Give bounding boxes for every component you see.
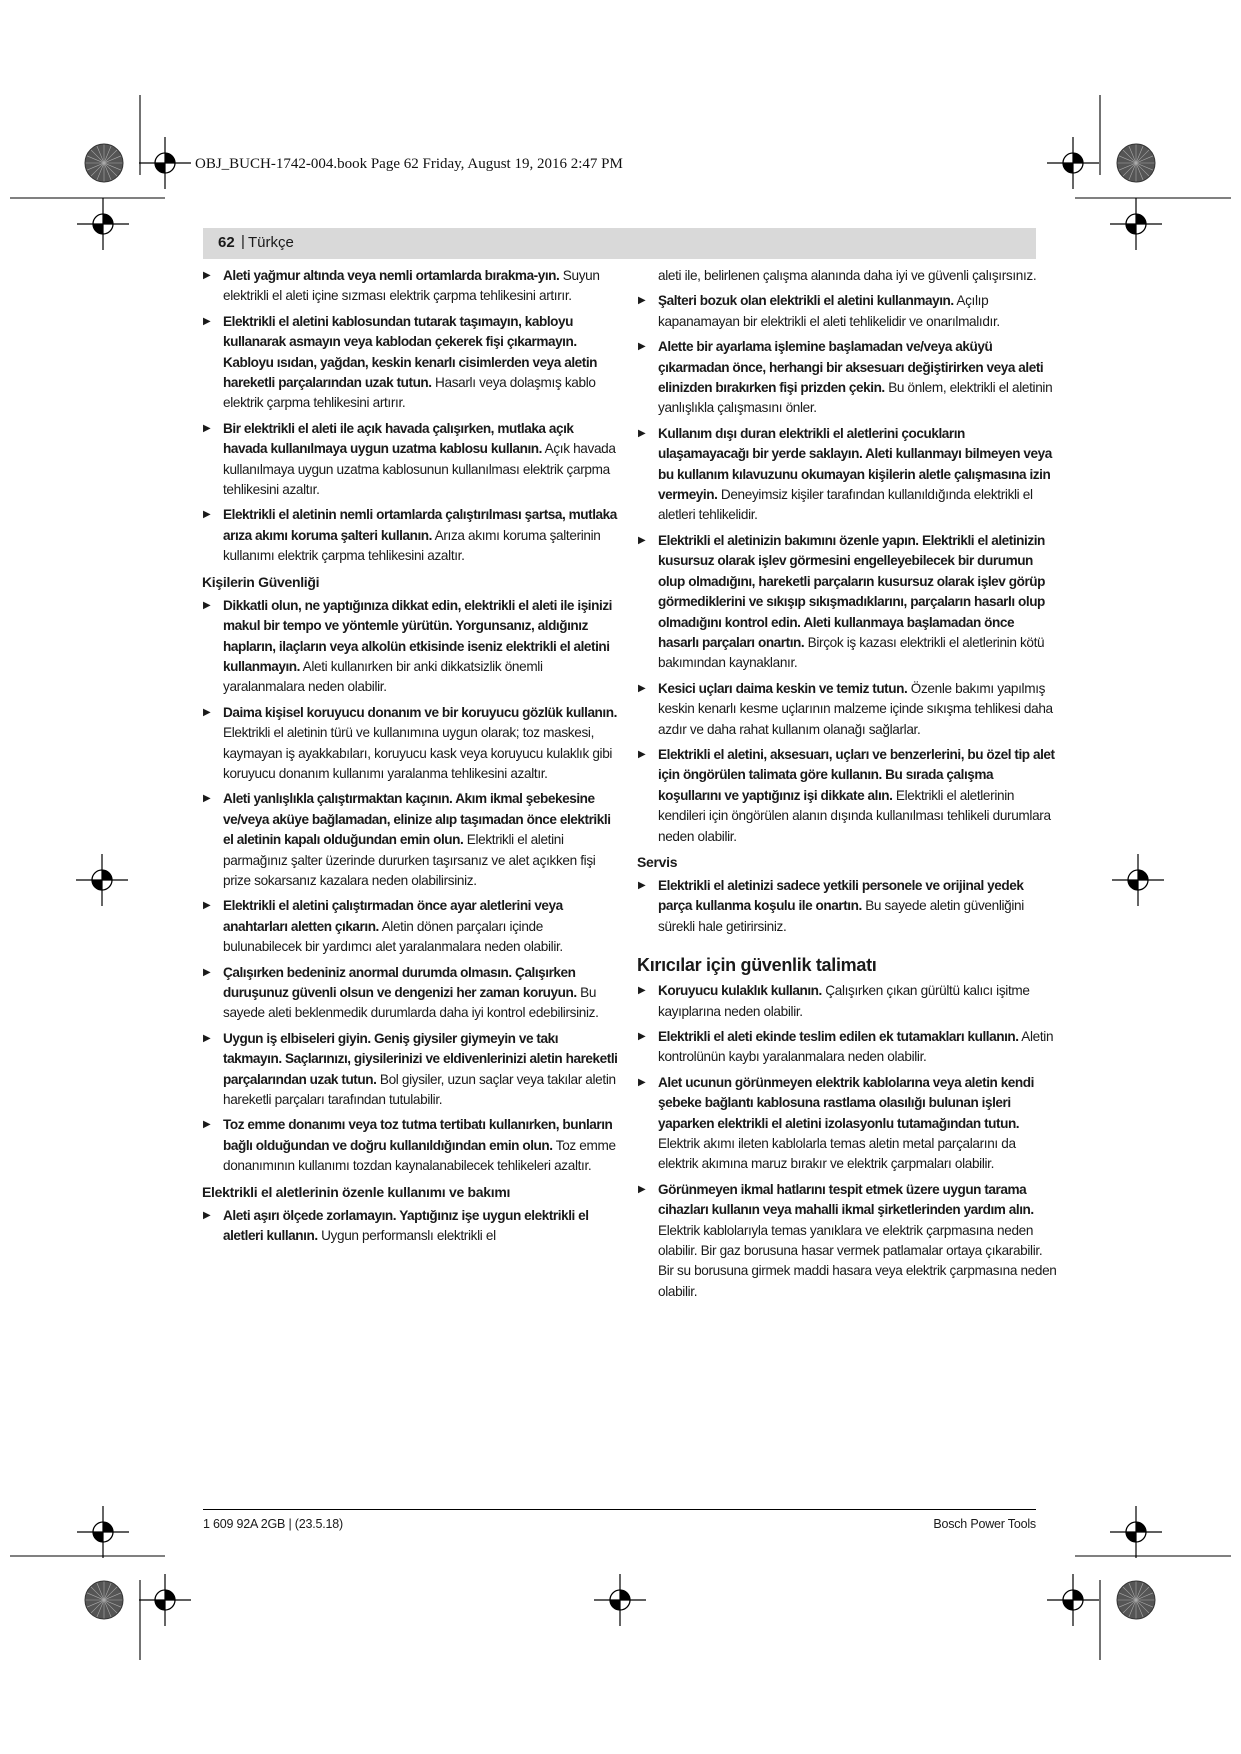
color-target-top-right bbox=[1117, 144, 1155, 182]
safety-item-instruction: Kullanım dışı duran elektrikli el aletlerini çocukların ulaşamayacağı bir yerde saklayın. Aleti kullanmayı bilmeyen veya bu kullanım kılavuzunu okumayan kişilerin aletle çalışmasına izin vermeyin. bbox=[658, 425, 1052, 503]
safety-item-explanation: Birçok iş kazası elektrikli el aletlerinin kötü bakımından kaynaklanır. bbox=[658, 634, 1045, 671]
safety-item-instruction: Çalışırken bedeniniz anormal durumda olmasın. Çalışırken duruşunuz güvenli olsun ve dengenizi her zaman koruyun. bbox=[223, 964, 577, 1000]
safety-item bbox=[637, 531, 1057, 674]
right-column bbox=[637, 266, 1057, 1307]
print-slug: OBJ_BUCH-1742-004.book Page 62 Friday, August 19, 2016 2:47 PM bbox=[195, 156, 623, 172]
safety-item bbox=[637, 1027, 1057, 1068]
footer-brand: Bosch Power Tools bbox=[933, 1517, 1036, 1531]
safety-item bbox=[637, 745, 1057, 847]
safety-list-breakers bbox=[637, 981, 1057, 1302]
safety-item-instruction: Alette bir ayarlama işlemine başlamadan ve/veya aküyü çıkarmadan önce, herhangi bir aksesuarı değiştirirken veya aleti elinizden bırakırken fişi prizden çekin. bbox=[658, 339, 1044, 396]
safety-item bbox=[202, 963, 620, 1024]
safety-item-explanation: Arıza akımı koruma şalterinin kullanımı elektrik çarpma tehlikesini azaltır. bbox=[223, 527, 601, 564]
heading-service: Servis bbox=[637, 853, 678, 870]
safety-item-explanation: Açık havada kullanılmaya uygun uzatma kablosunun kullanılması elektrik çarpma tehlikesini azaltır. bbox=[223, 441, 616, 498]
safety-item bbox=[637, 1180, 1057, 1302]
safety-item-instruction: Aleti yağmur altında veya nemli ortamlarda bırakma-yın. bbox=[223, 268, 560, 283]
safety-item-instruction: Elektrikli el aletini, aksesuarı, uçları ve benzerlerini, bu özel tip alet için öngörülen talimata göre kullanın. Bu sırada çalışma koşullarını ve yaptığınız işi dikkate alın. bbox=[658, 746, 1055, 803]
heading-personal-safety: Kişilerin Güvenliği bbox=[202, 573, 320, 590]
safety-item bbox=[202, 596, 620, 698]
safety-item bbox=[202, 1029, 620, 1111]
safety-list-care-left bbox=[202, 1206, 620, 1247]
safety-item-instruction: Elektrikli el aletinizin bakımını özenle yapın. Elektrikli el aletinizin kusursuz olarak işlev görmesini engelleyebilecek bir durumun olup olmadığını, hareketli parçaların kusursuz olarak işlev görüp görmediklerini ve sıkışıp sıkışmadıklarını, parçaların hasarlı olup olmadığını kontrol edin. Aleti kullanmaya başlamadan önce hasarlı parçaları onartın. bbox=[658, 532, 1045, 650]
safety-item bbox=[202, 789, 620, 891]
safety-item bbox=[202, 703, 620, 785]
safety-item-explanation: Aletin kontrolünün kaybı yaralanmalara neden olabilir. bbox=[658, 1029, 1054, 1065]
safety-item-explanation: Çalışırken çıkan gürültü kalıcı işitme kayıplarına neden olabilir. bbox=[658, 983, 1030, 1019]
safety-item-instruction: Elektrikli el aletini kablosundan tutarak taşımayın, kabloyu kullanarak asmayın veya kablodan çekerek fişi çıkarmayın. Kabloyu ısıdan, yağdan, keskin kenarlı cisimlerden veya aletin hareketli parçalarından uzak tutun. bbox=[223, 313, 598, 391]
safety-item-instruction: Aleti yanlışlıkla çalıştırmaktan kaçının. Akım ikmal şebekesine ve/veya aküye bağlamadan, elinize alıp taşımadan önce elektrikli el aletinin kapalı olduğundan emin olun. bbox=[223, 791, 611, 848]
safety-item-instruction: Bir elektrikli el aleti ile açık havada çalışırken, mutlaka açık havada kullanılmaya uygun uzatma kablosu kullanın. bbox=[223, 420, 574, 457]
header-separator: | bbox=[241, 233, 245, 250]
safety-item-explanation: Uygun performanslı elektrikli el bbox=[317, 1228, 496, 1244]
safety-item bbox=[202, 505, 620, 566]
safety-item-instruction: Elektrikli el aletini çalıştırmadan önce ayar aletlerini veya anahtarları aletten çıkarın. bbox=[223, 898, 563, 934]
safety-item-explanation: Açılıp kapanamayan bir elektrikli el aleti tehlikelidir ve onarılmalıdır. bbox=[658, 293, 1000, 329]
safety-item bbox=[637, 876, 1057, 937]
safety-item-instruction: Alet ucunun görünmeyen elektrik kablolarına veya aletin kendi şebeke bağlantı kablosuna rastlama olasılığı bulunan işleri yaparken elektrikli el aletini izolasyonlu tutamağından tutun. bbox=[658, 1074, 1034, 1131]
safety-item-instruction: Elektrikli el aletinizi sadece yetkili personele ve orijinal yedek parça kullanma koşulu ile onartın. bbox=[658, 877, 1024, 914]
safety-item-explanation: Elektrikli el aletlerinin kendileri için öngörülen alanın dışında kullanılması tehlikeli durumlara neden olabilir. bbox=[658, 787, 1051, 844]
safety-item bbox=[637, 1073, 1057, 1175]
safety-item bbox=[202, 266, 620, 307]
safety-item bbox=[202, 419, 620, 501]
safety-item-instruction: Kesici uçları daima keskin ve temiz tutun. bbox=[658, 680, 908, 696]
safety-item-explanation: Elektrikli el aletinin türü ve kullanımına uygun olarak; toz maskesi, kaymayan iş ayakkabıları, koruyucu kask veya koruyucu kulaklık gibi koruyucu donanım kullanımı yaralanma tehlikesini azaltır. bbox=[223, 725, 613, 781]
safety-item-explanation: Aleti kullanırken bir anki dikkatsizlik önemli yaralanmalara neden olabilir. bbox=[223, 658, 543, 695]
safety-item bbox=[637, 679, 1057, 740]
safety-item-instruction: Aleti aşırı ölçede zorlamayın. Yaptığınız işe uygun elektrikli el aletleri kullanın. bbox=[223, 1207, 589, 1244]
safety-list-electrical bbox=[202, 266, 620, 567]
safety-item bbox=[637, 337, 1057, 419]
safety-list-personal bbox=[202, 596, 620, 1177]
safety-item-explanation: Deneyimsiz kişiler tarafından kullanıldığında elektrikli el aletleri tehlikelidir. bbox=[658, 487, 1033, 523]
safety-item-explanation: Toz emme donanımının kullanımı tozdan kaynalanabilecek tehlikeleri azaltır. bbox=[223, 1137, 616, 1174]
safety-item-explanation: Bu sayede aleti beklenmedik durumlarda daha iyi kontrol edebilirsiniz. bbox=[223, 985, 599, 1021]
safety-item-explanation: Elektrik kablolarıyla temas yanıklara ve elektrik çarpmasına neden olabilir. Bir gaz borusuna hasar vermek patlamalar ortaya çıkarabilir. Bir su borusuna girmek maddi hasara veya elektrik çarpmasına neden olabilir. bbox=[658, 1222, 1057, 1299]
safety-item bbox=[202, 896, 620, 957]
safety-item-explanation: Elektrikli el aletini parmağınız şalter üzerinde dururken taşırsanız ve alet açıkken fişi prize sokarsanız kazalara neden olabilirsiniz. bbox=[223, 832, 596, 888]
safety-item-instruction: Şalteri bozuk olan elektrikli el aletini kullanmayın. bbox=[658, 293, 954, 309]
continued-paragraph: aleti ile, belirlenen çalışma alanında daha iyi ve güvenli çalışırsınız. bbox=[658, 268, 1037, 283]
color-target-bottom-left bbox=[85, 1581, 123, 1619]
page-number: 62 bbox=[218, 234, 235, 251]
safety-item-instruction: Görünmeyen ikmal hatlarını tespit etmek üzere uygun tarama cihazları kullanın veya mahalli ikmal şirketlerinden yardım alın. bbox=[658, 1181, 1034, 1218]
safety-list-service bbox=[637, 876, 1057, 937]
safety-item-explanation: Elektrik akımı ileten kablolarla temas aletin metal parçalarını da elektrik akımına maruz bırakır ve elektrik çarpmaları olabilir. bbox=[658, 1136, 1016, 1172]
safety-item-explanation: Suyun elektrikli el aleti içine sızması elektrik çarpma tehlikesini artırır. bbox=[223, 268, 600, 304]
safety-item-explanation: Aletin dönen parçaları içinde bulunabilecek bir yardımcı alet yaralanmalara neden olabilir. bbox=[223, 918, 563, 955]
safety-item-explanation: Bu önlem, elektrikli el aletinin yanlışlıkla çalışmasını önler. bbox=[658, 380, 1053, 416]
safety-item-explanation: Özenle bakımı yapılmış keskin kenarlı kesme uçlarının malzeme içinde sıkışma tehlikesi daha azdır ve daha rahat kullanım olanağı sağlarlar. bbox=[658, 680, 1053, 737]
footer-rule bbox=[203, 1509, 1036, 1510]
safety-item bbox=[202, 1115, 620, 1176]
header-language: Türkçe bbox=[248, 234, 294, 251]
safety-item-instruction: Daima kişisel koruyucu donanım ve bir koruyucu gözlük kullanın. bbox=[223, 704, 617, 720]
color-target-top-left bbox=[85, 144, 123, 182]
safety-item-explanation: Bol giysiler, uzun saçlar veya takılar aletin hareketli parçaları tarafından tutulabilir. bbox=[223, 1071, 616, 1108]
color-target-bottom-right bbox=[1117, 1581, 1155, 1619]
safety-item-explanation: Hasarlı veya dolaşmış kablo elektrik çarpma tehlikesini artırır. bbox=[223, 375, 596, 411]
safety-item-explanation: Bu sayede aletin güvenliğini sürekli hale getirirsiniz. bbox=[658, 898, 1024, 934]
footer-document-code: 1 609 92A 2GB | (23.5.18) bbox=[203, 1517, 344, 1531]
safety-item bbox=[202, 312, 620, 414]
safety-item-instruction: Koruyucu kulaklık kullanın. bbox=[658, 983, 822, 999]
safety-item-instruction: Dikkatli olun, ne yaptığınıza dikkat edin, elektrikli el aleti ile işinizi makul bir tempo ve yöntemle yürütün. Yorgunsanız, aldığınız hapların, ilaçların veya alkolün etkisinde iseniz elektrikli el aletini kullanmayın. bbox=[223, 597, 612, 674]
safety-item-instruction: Elektrikli el aleti ekinde teslim edilen ek tutamakları kullanın. bbox=[658, 1029, 1019, 1044]
page-header-bar bbox=[203, 228, 1036, 259]
heading-tool-care: Elektrikli el aletlerinin özenle kullanımı ve bakımı bbox=[202, 1183, 511, 1200]
safety-item bbox=[202, 1206, 620, 1247]
safety-item-instruction: Uygun iş elbiseleri giyin. Geniş giysiler giymeyin ve takı takmayın. Saçlarınızı, giysilerinizi ve eldivenlerinizi aletin hareketli parçalarından uzak tutun. bbox=[223, 1030, 618, 1087]
safety-list-care-right bbox=[637, 291, 1057, 847]
safety-item bbox=[637, 424, 1057, 526]
safety-item-instruction: Elektrikli el aletinin nemli ortamlarda çalıştırılması şartsa, mutlaka arıza akımı koruma şalteri kullanın. bbox=[223, 507, 617, 543]
safety-item-instruction: Toz emme donanımı veya toz tutma tertibatı kullanırken, bunların bağlı olduğundan ve doğru kullanıldığından emin olun. bbox=[223, 1117, 613, 1153]
safety-item bbox=[637, 291, 1057, 332]
safety-item bbox=[637, 981, 1057, 1022]
left-column bbox=[202, 266, 620, 1251]
section-title-breakers: Kırıcılar için güvenlik talimatı bbox=[637, 955, 877, 976]
